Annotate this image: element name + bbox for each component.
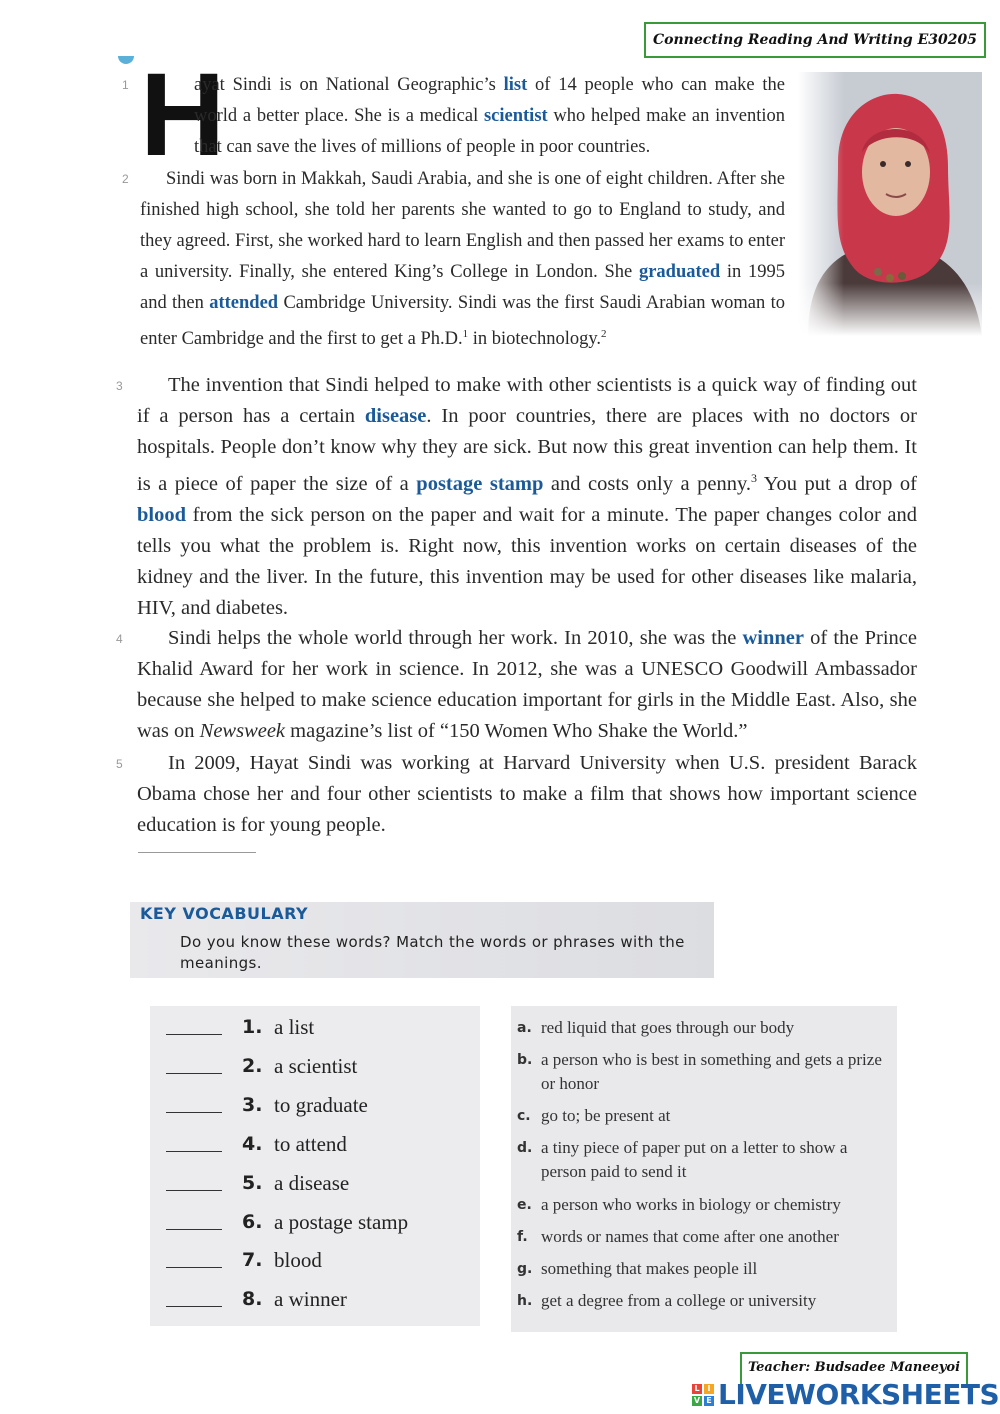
- vocab-word-item: 2. a scientist: [150, 1051, 357, 1081]
- answer-blank[interactable]: [166, 1306, 222, 1307]
- keyword-disease: disease: [364, 405, 427, 427]
- paragraph-3: The invention that Sindi helped to make with other scientists is a quick way of finding out if a person has a certain disease. In poor countries, there are places with no doctors or hospitals. People don’t know why they are sick. But now this great invention can help them. It is a piece of paper the size of a postage stamp and costs only a penny.$^3$ You put a drop of blood from the sick person on the paper and wait for a minute. The paper changes color and tells you what the problem is. Right now, this invention works on certain diseases of the kidney and the liver. In the future, this invention may be used for other diseases like malaria, HIV, and diabetes.: [137, 374, 918, 619]
- vocab-word-item: 6. a postage stamp: [150, 1207, 408, 1237]
- key-vocabulary-title: KEY VOCABULARY: [140, 904, 309, 923]
- footnote-2: 2: [601, 328, 607, 340]
- keyword-list: list: [503, 75, 528, 95]
- portrait-photo: [798, 72, 982, 336]
- vocabulary-meanings-panel: a. red liquid that goes through our body b. a person who is best in something and gets a prize or honor c. go to; be present at d. a tiny piece of paper put on a letter to show a person paid to send it e. a person who works in biology or chemistry f. words or names that come after one another g. something that makes people ill h. get a degree from a college or university: [511, 1006, 897, 1332]
- answer-blank[interactable]: [166, 1034, 222, 1035]
- vocab-word-item: 1. a list: [150, 1012, 314, 1042]
- answer-blank[interactable]: [166, 1151, 222, 1152]
- answer-blank[interactable]: [166, 1229, 222, 1230]
- newsweek-title: Newsweek: [199, 720, 286, 742]
- vocab-word-item: 5. a disease: [150, 1168, 349, 1198]
- paragraph-4: Sindi helps the whole world through her work. In 2010, she was the winner of the Prince Khalid Award for her work in science. In 2012, she was a UNESCO Goodwill Ambassador because she helped to make science education important for girls in the Middle East. Also, she was on Newsweek magazine’s list of “150 Women Who Shake the World.”: [137, 627, 917, 742]
- keyword-blood: blood: [137, 503, 186, 526]
- vocab-word-item: 4. to attend: [150, 1129, 347, 1159]
- paragraph-number: 5: [116, 757, 123, 771]
- key-vocabulary-instruction: Do you know these words? Match the words or phrases with the meanings.: [180, 933, 685, 972]
- paragraph-1: ayat Sindi is on National Geographic’s list of 14 people who can make the world a better place. She is a medical scientist who helped make an invention that can save the lives of millions of people in poor countries.: [194, 75, 786, 157]
- paragraph-number: 4: [116, 632, 123, 646]
- vocab-word-item: 3. to graduate: [150, 1090, 368, 1120]
- drop-cap-letter: H: [140, 49, 226, 181]
- vocab-word-item: 8. a winner: [150, 1284, 347, 1314]
- paragraph-5: In 2009, Hayat Sindi was working at Harvard University when U.S. president Barack Obama chose her and four other scientists to make a film that shows how important science education is for young people.: [137, 752, 917, 836]
- answer-blank[interactable]: [166, 1073, 222, 1074]
- footnote-3: 3: [751, 471, 757, 485]
- answer-blank[interactable]: [166, 1190, 222, 1191]
- key-vocabulary-banner: [130, 902, 714, 978]
- answer-blank[interactable]: [166, 1267, 222, 1268]
- keyword-postage-stamp: postage stamp: [416, 472, 544, 495]
- vocabulary-words-panel: [150, 1006, 480, 1326]
- keyword-winner: winner: [742, 627, 804, 649]
- portrait-illustration: [798, 72, 982, 336]
- keyword-attended: attended: [209, 293, 279, 313]
- liveworksheets-brand: LIVEWORKSHEETS: [718, 1378, 1000, 1411]
- teacher-name: Teacher: Budsadee Maneeyoi: [747, 1360, 961, 1375]
- footnote-divider: [138, 852, 256, 853]
- liveworksheets-logo[interactable]: [692, 1378, 999, 1411]
- keyword-scientist: scientist: [483, 106, 548, 126]
- paragraph-number: 1: [122, 78, 129, 92]
- answer-blank[interactable]: [166, 1112, 222, 1113]
- footnote-1: 1: [462, 328, 469, 340]
- decorative-dot: [118, 56, 134, 64]
- liveworksheets-icon: L I V E: [692, 1384, 714, 1406]
- course-title-box: [644, 22, 986, 58]
- vocab-word-item: 7. blood: [150, 1245, 322, 1275]
- paragraph-number: 2: [122, 172, 129, 186]
- course-title: Connecting Reading And Writing E30205: [653, 32, 977, 48]
- keyword-graduated: graduated: [638, 262, 721, 282]
- paragraph-2: Sindi was born in Makkah, Saudi Arabia, and she is one of eight children. After she finished high school, she told her parents she wanted to go to England to study, and they agreed. First, she worked hard to learn English and then passed her exams to enter a university. Finally, she entered King’s College in London. She graduated in 1995 and then attended Cambridge University. Sindi was the first Saudi Arabian woman to enter Cambridge and the first to get a Ph.D.$^1$ in biotechnology.$^2$: [140, 169, 786, 350]
- paragraph-number: 3: [116, 379, 123, 393]
